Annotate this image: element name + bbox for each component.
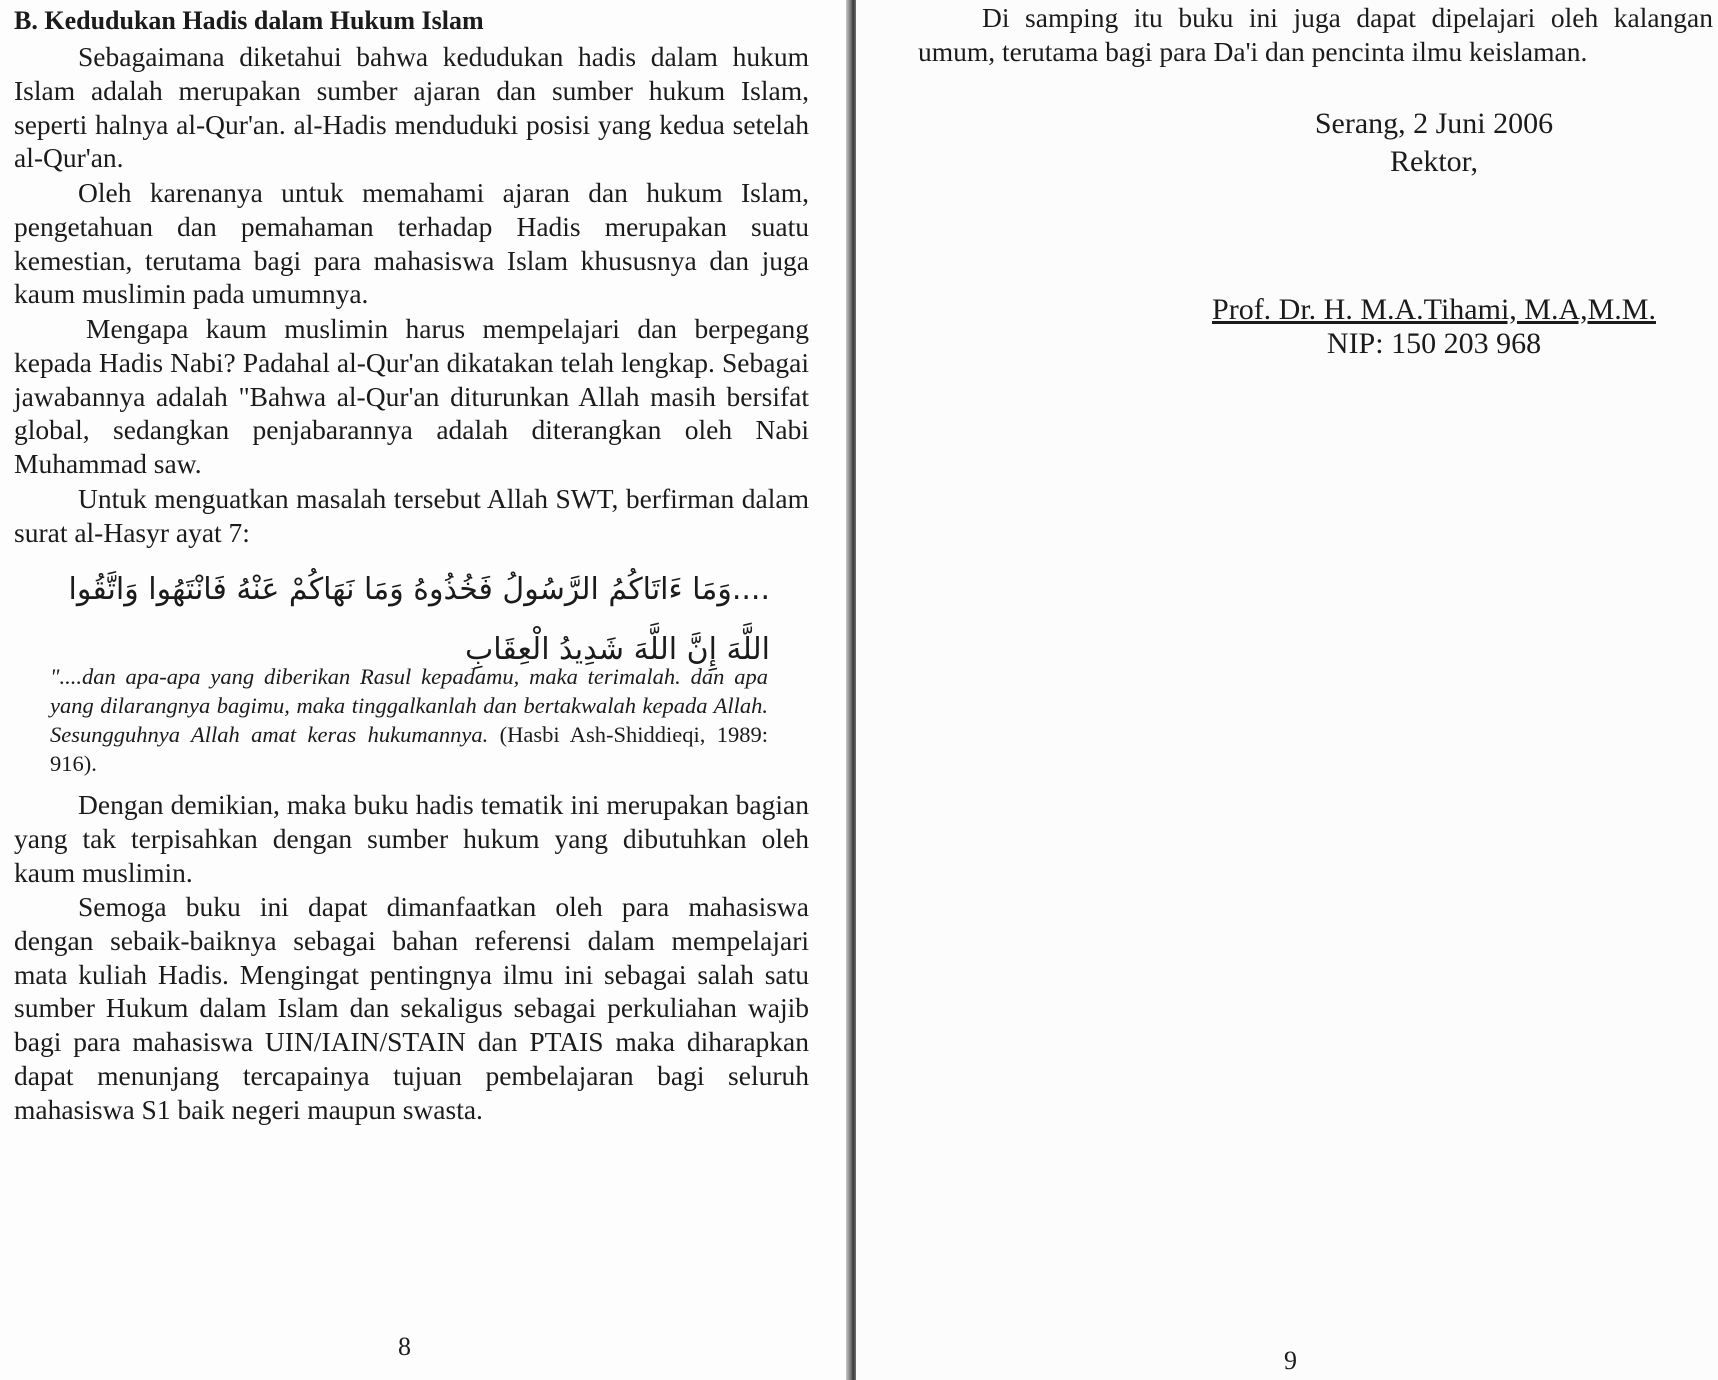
- right-paragraph-1: Di samping itu buku ini juga dapat dipelajari oleh kalangan umum, terutama bagi para Da'i dan pencinta ilmu keislaman.: [918, 2, 1713, 67]
- paragraph-5: Dengan demikian, maka buku hadis tematik ini merupakan bagian yang tak terpisahkan dengan sumber hukum yang dibutuhkan oleh kaum muslimin.: [14, 789, 809, 888]
- paragraph-6: Semoga buku ini dapat dimanfaatkan oleh para mahasiswa dengan sebaik-baiknya sebagai bahan referensi dalam mempelajari mata kuliah Hadis. Mengingat pentingnya ilmu ini sebagai salah satu sumber Hukum dalam Islam dan sekaligus sebagai perkuliahan wajib bagi para mahasiswa UIN/IAIN/STAIN dan PTAIS maka diharapkan dapat menunjang tercapainya tujuan pembelajaran bagi seluruh mahasiswa S1 baik negeri maupun swasta.: [14, 891, 809, 1125]
- right-page: [856, 0, 1718, 1380]
- translation-text: "....dan apa-apa yang diberikan Rasul kepadamu, maka terimalah. dan apa yang dilarangnya bagimu, maka tinggalkanlah dan bertakwalah kepada Allah. Sesungguhnya Allah amat keras hukumannya.: [50, 664, 768, 747]
- translation-citation: (Hasbi Ash-Shiddieqi, 1989: 916).: [50, 722, 769, 776]
- paragraph-4: Untuk menguatkan masalah tersebut Allah SWT, berfirman dalam surat al-Hasyr ayat 7:: [14, 483, 809, 548]
- signer-name: Prof. Dr. H. M.A.Tihami, M.A,M.M.: [1212, 293, 1656, 326]
- page-number-left: 8: [398, 1332, 411, 1361]
- paragraph-1: Sebagaimana diketahui bahwa kedudukan hadis dalam hukum Islam adalah merupakan sumber ajaran dan sumber hukum Islam, seperti halnya al-Qur'an. al-Hadis menduduki posisi yang kedua setelah al-Qur'an.: [14, 41, 809, 174]
- paragraph-2: Oleh karenanya untuk memahami ajaran dan hukum Islam, pengetahuan dan pemahaman terhadap Hadis merupakan suatu kemestian, terutama bagi para mahasiswa Islam khususnya dan juga kaum muslimin pada umumnya.: [14, 177, 809, 310]
- signer-nip: NIP: 150 203 968: [1326, 327, 1542, 360]
- arabic-verse: ....وَمَا ءَاتَاكُمُ الرَّسُولُ فَخُذُوهُ وَمَا نَهَاكُمْ عَنْهُ فَانْتَهُوا وَاتَّقُوا اللَّهَ إِنَّ اللَّهَ شَدِيدُ الْعِقَابِ: [68, 572, 770, 667]
- verse-translation: [50, 662, 768, 778]
- place-date: Serang, 2 Juni 2006: [1314, 107, 1554, 140]
- section-heading: B. Kedudukan Hadis dalam Hukum Islam: [14, 6, 484, 35]
- left-page: [0, 0, 848, 1380]
- paragraph-3: Mengapa kaum muslimin harus mempelajari dan berpegang kepada Hadis Nabi? Padahal al-Qur'an dikatakan telah lengkap. Sebagai jawabannya adalah "Bahwa al-Qur'an diturunkan Allah masih bersifat global, sedangkan penjabarannya adalah diterangkan oleh Nabi Muhammad saw.: [14, 313, 809, 480]
- signer-title: Rektor,: [1390, 145, 1478, 178]
- page-number-right: 9: [1284, 1346, 1297, 1375]
